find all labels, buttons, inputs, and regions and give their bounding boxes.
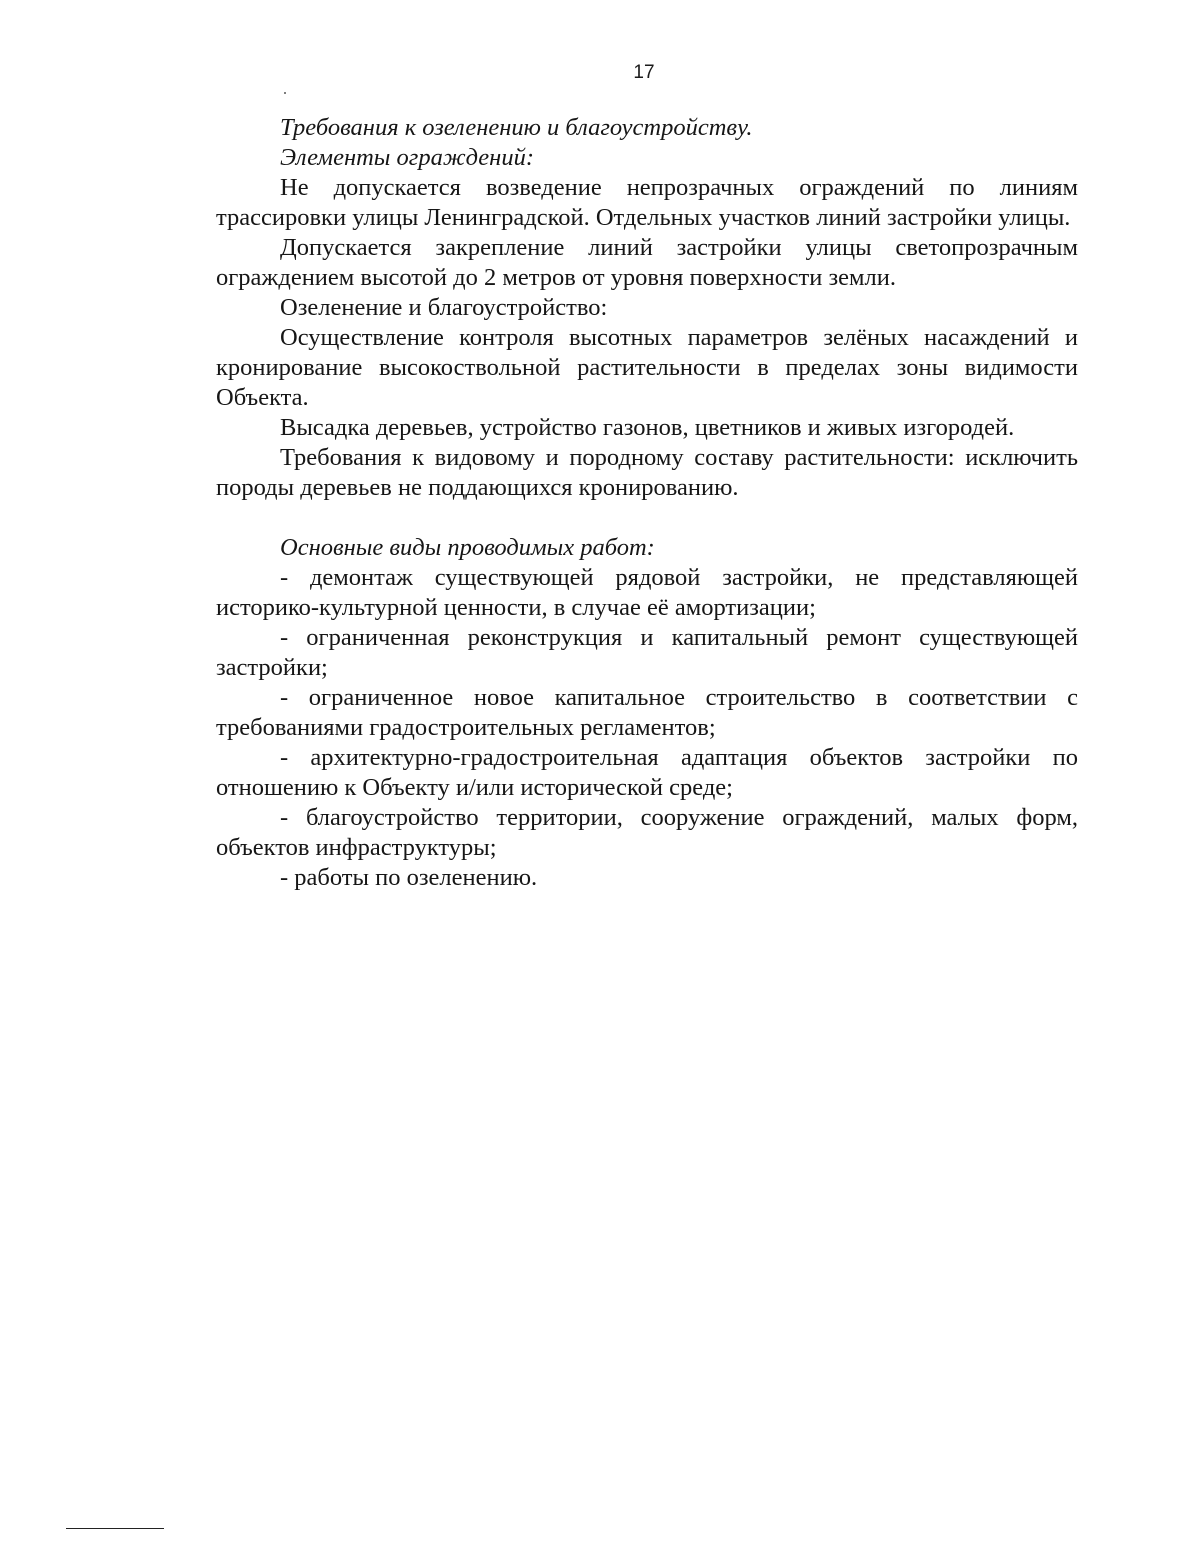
list-item-works: - ограниченное новое капитальное строительство в соответствии с требованиями градостроительных регламентов; [216,684,1078,741]
section-heading-works: Основные виды проводимых работ: [280,534,655,561]
paragraph-species-requirements: Требования к видовому и породному составу растительности: исключить породы деревьев не поддающихся кронированию. [216,444,1078,501]
scan-speck [284,92,286,94]
paragraph-height-control: Осуществление контроля высотных параметров зелёных насаждений и кронирование высокоствольной растительности в пределах зоны видимости Объекта. [216,324,1078,411]
paragraph-fencing-allowed: Допускается закрепление линий застройки улицы светопрозрачным ограждением высотой до 2 метров от уровня поверхности земли. [216,234,1078,291]
list-item-works: - благоустройство территории, сооружение ограждений, малых форм, объектов инфраструктуры; [216,804,1078,861]
list-item-works: - ограниченная реконструкция и капитальный ремонт существующей застройки; [216,624,1078,681]
list-item-works: - архитектурно-градостроительная адаптация объектов застройки по отношению к Объекту и/или исторической среде; [216,744,1078,801]
section-heading-greening: Требования к озеленению и благоустройству. [280,114,753,141]
subheading-fencing: Элементы ограждений: [280,144,534,171]
paragraph-planting: Высадка деревьев, устройство газонов, цветников и живых изгородей. [280,414,1015,441]
page-number: 17 [633,62,655,83]
document-body [216,113,1078,893]
paragraph-greening-title: Озеленение и благоустройство: [280,294,608,321]
list-item-works: - работы по озеленению. [280,864,538,891]
list-item-works: - демонтаж существующей рядовой застройки, не представляющей историко-культурной ценности, в случае её амортизации; [216,564,1078,621]
bottom-divider [66,1528,164,1529]
paragraph-fencing-prohibition: Не допускается возведение непрозрачных ограждений по линиям трассировки улицы Ленинградской. Отдельных участков линий застройки улицы. [216,174,1078,231]
section-gap [216,503,1078,533]
